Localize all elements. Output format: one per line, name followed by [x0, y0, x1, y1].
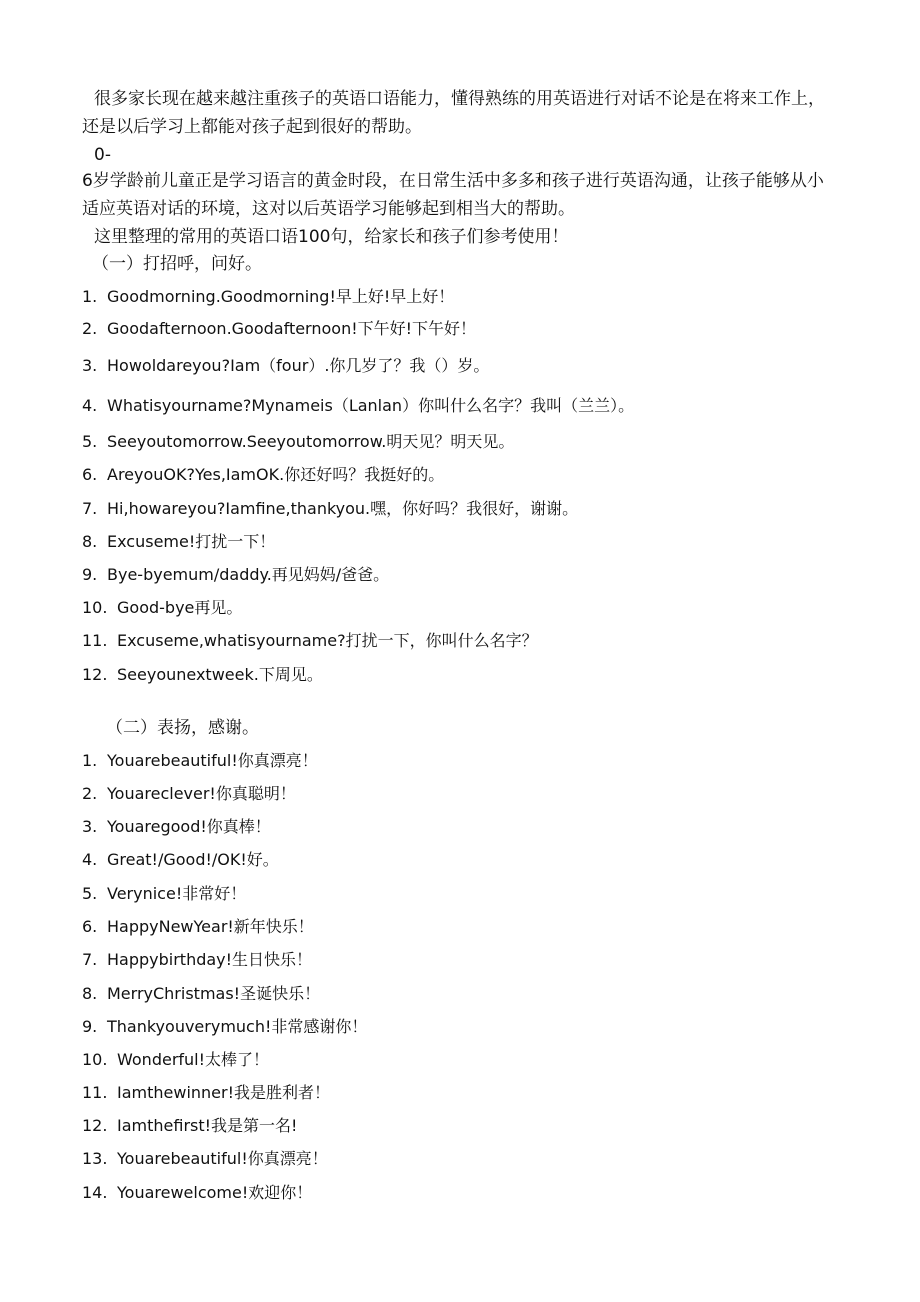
list-item-text: Seeyounextweek.下周见。 — [117, 665, 323, 684]
list-item — [82, 430, 514, 454]
list-item-number: 3. — [82, 356, 98, 375]
list-item — [82, 663, 323, 687]
list-item — [82, 1048, 269, 1072]
list-item — [82, 915, 314, 939]
list-item-number: 5. — [82, 432, 98, 451]
intro-paragraph-3: 6岁学龄前儿童正是学习语言的黄金时段，在日常生活中多多和孩子进行英语沟通，让孩子能够从小适应英语对话的环境，这对以后英语学习能够起到相当大的帮助。 — [82, 171, 824, 219]
list-item — [82, 1181, 312, 1205]
list-item — [82, 354, 489, 378]
list-item-number: 6. — [82, 465, 98, 484]
list-item-text: Iamthewinner!我是胜利者！ — [117, 1083, 331, 1102]
list-item-text: Goodafternoon.Goodafternoon!下午好!下午好！ — [107, 319, 477, 338]
list-item-number: 8. — [82, 532, 98, 551]
list-item-number: 3. — [82, 817, 98, 836]
section-1-heading: （一）打招呼，问好。 — [92, 254, 262, 274]
list-item-text: Great!/Good!/OK!好。 — [107, 850, 279, 869]
list-item-text: Wonderful!太棒了！ — [117, 1050, 270, 1069]
list-item-number: 4. — [82, 396, 98, 415]
list-item — [82, 1081, 330, 1105]
list-item-text: Goodmorning.Goodmorning!早上好!早上好！ — [107, 287, 455, 306]
list-item-text: Iamthefirst!我是第一名! — [117, 1116, 298, 1135]
list-item-text: Youarebeautiful!你真漂亮！ — [107, 751, 318, 770]
list-item-number: 9. — [82, 565, 98, 584]
list-item-number: 1. — [82, 287, 98, 306]
list-item-text: Youarebeautiful!你真漂亮！ — [117, 1149, 328, 1168]
list-item-number: 10. — [82, 1050, 108, 1069]
list-item — [82, 285, 454, 309]
list-item — [82, 815, 271, 839]
list-item — [82, 317, 476, 341]
list-item-number: 6. — [82, 917, 98, 936]
list-item-text: Bye-byemum/daddy.再见妈妈/爸爸。 — [107, 565, 390, 584]
list-item — [82, 563, 389, 587]
list-item-number: 7. — [82, 950, 98, 969]
list-item — [82, 497, 578, 521]
list-item-text: Excuseme,whatisyourname?打扰一下，你叫什么名字？ — [117, 631, 538, 650]
list-item-text: Seeyoutomorrow.Seeyoutomorrow.明天见？明天见。 — [107, 432, 515, 451]
intro-paragraph-2: 0- — [94, 145, 111, 165]
list-item-text: Thankyouverymuch!非常感谢你！ — [107, 1017, 368, 1036]
list-item-text: AreyouOK?Yes,IamOK.你还好吗？我挺好的。 — [107, 465, 445, 484]
list-item — [82, 948, 312, 972]
list-item-number: 2. — [82, 319, 98, 338]
list-item — [82, 882, 246, 906]
list-item-text: Whatisyourname?Mynameis（Lanlan）你叫什么名字？我叫（兰兰）。 — [107, 396, 635, 415]
section-2-heading: （二）表扬，感谢。 — [106, 718, 259, 738]
list-item-number: 13. — [82, 1149, 108, 1168]
list-item-number: 10. — [82, 598, 108, 617]
list-item — [82, 1114, 297, 1138]
list-item-number: 4. — [82, 850, 98, 869]
list-item-number: 5. — [82, 884, 98, 903]
list-item-text: Happybirthday!生日快乐！ — [107, 950, 313, 969]
list-item-number: 7. — [82, 499, 98, 518]
list-item-text: MerryChristmas!圣诞快乐！ — [107, 984, 321, 1003]
list-item-text: Hi,howareyou?Iamfine,thankyou.嘿，你好吗？我很好，谢谢。 — [107, 499, 579, 518]
list-item — [82, 629, 538, 653]
list-item — [82, 1015, 367, 1039]
list-item — [82, 1147, 328, 1171]
list-item — [82, 596, 242, 620]
list-item-text: Youareclever!你真聪明！ — [107, 784, 296, 803]
list-item-number: 1. — [82, 751, 98, 770]
intro-paragraph-1: 很多家长现在越来越注重孩子的英语口语能力，懂得熟练的用英语进行对话不论是在将来工作上，还是以后学习上都能对孩子起到很好的帮助。 — [82, 89, 825, 137]
list-item — [82, 463, 444, 487]
list-item-number: 11. — [82, 1083, 108, 1102]
list-item-text: Good-bye再见。 — [117, 598, 243, 617]
list-item — [82, 530, 275, 554]
list-item — [82, 749, 318, 773]
list-item-text: Youarewelcome!欢迎你！ — [117, 1183, 313, 1202]
list-item-number: 2. — [82, 784, 98, 803]
list-item-number: 8. — [82, 984, 98, 1003]
list-item-number: 12. — [82, 1116, 108, 1135]
list-item-number: 12. — [82, 665, 108, 684]
list-item — [82, 782, 296, 806]
intro-paragraph-4: 这里整理的常用的英语口语100句，给家长和孩子们参考使用！ — [94, 227, 569, 247]
list-item-text: Youaregood!你真棒！ — [107, 817, 271, 836]
list-item — [82, 394, 634, 418]
list-item-text: Excuseme!打扰一下！ — [107, 532, 276, 551]
list-item — [82, 848, 279, 872]
list-item-number: 11. — [82, 631, 108, 650]
list-item-number: 14. — [82, 1183, 108, 1202]
list-item-text: Howoldareyou?Iam（four）.你几岁了？我（）岁。 — [107, 356, 490, 375]
list-item — [82, 982, 320, 1006]
list-item-text: HappyNewYear!新年快乐！ — [107, 917, 314, 936]
list-item-text: Verynice!非常好！ — [107, 884, 247, 903]
list-item-number: 9. — [82, 1017, 98, 1036]
